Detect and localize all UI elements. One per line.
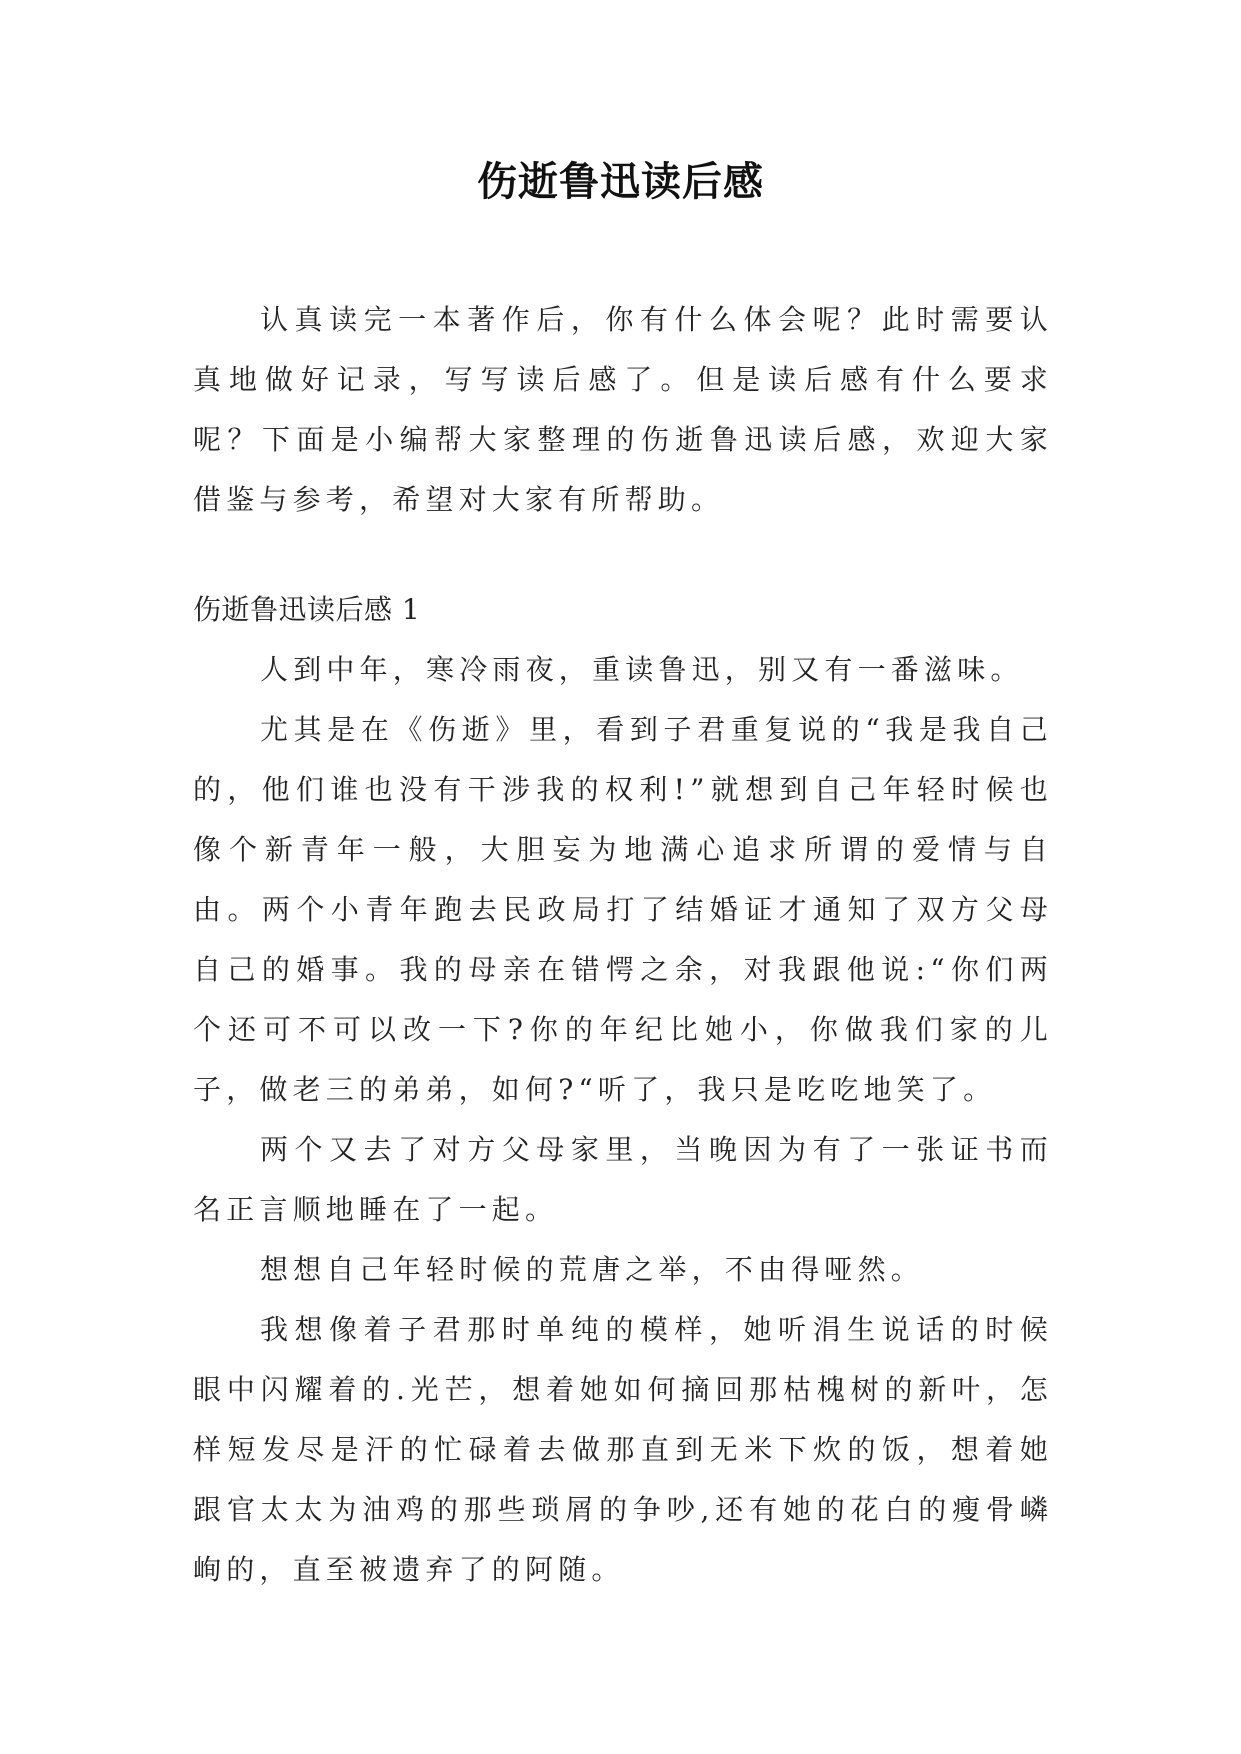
essay-body — [193, 580, 1053, 1600]
section-heading: 伤逝鲁迅读后感 1 — [193, 593, 421, 626]
body-paragraph: 人到中年，寒冷雨夜，重读鲁迅，别又有一番滋味。 — [260, 653, 1024, 686]
intro-block — [193, 290, 1053, 530]
body-paragraph: 我想像着子君那时单纯的模样，她听涓生说话的时候眼中闪耀着的.光芒，想着她如何摘回那枯槐树的新叶，怎样短发尽是汗的忙碌着去做那直到无米下炊的饭，想着她跟官太太为油鸡的那些琐屑的争吵,还有她的花白的瘦骨嶙峋的，直至被遗弃了的阿随。 — [193, 1313, 1053, 1586]
document-title: 伤逝鲁迅读后感 — [477, 158, 764, 205]
body-paragraph: 想想自己年轻时候的荒唐之举，不由得哑然。 — [260, 1253, 925, 1286]
body-paragraph: 两个又去了对方父母家里，当晚因为有了一张证书而名正言顺地睡在了一起。 — [193, 1133, 1053, 1226]
intro-paragraph: 认真读完一本著作后，你有什么体会呢？此时需要认真地做好记录，写写读后感了。但是读后感有什么要求呢？下面是小编帮大家整理的伤逝鲁迅读后感，欢迎大家借鉴与参考，希望对大家有所帮助。 — [193, 303, 1053, 516]
body-paragraph: 尤其是在《伤逝》里，看到子君重复说的“我是我自己的，他们谁也没有干涉我的权利!”就想到自己年轻时候也像个新青年一般，大胆妄为地满心追求所谓的爱情与自由。两个小青年跑去民政局打了结婚证才通知了双方父母自己的婚事。我的母亲在错愕之余，对我跟他说:“你们两个还可不可以改一下?你的年纪比她小，你做我们家的儿子，做老三的弟弟，如何?“听了，我只是吃吃地笑了。 — [193, 713, 1053, 1106]
